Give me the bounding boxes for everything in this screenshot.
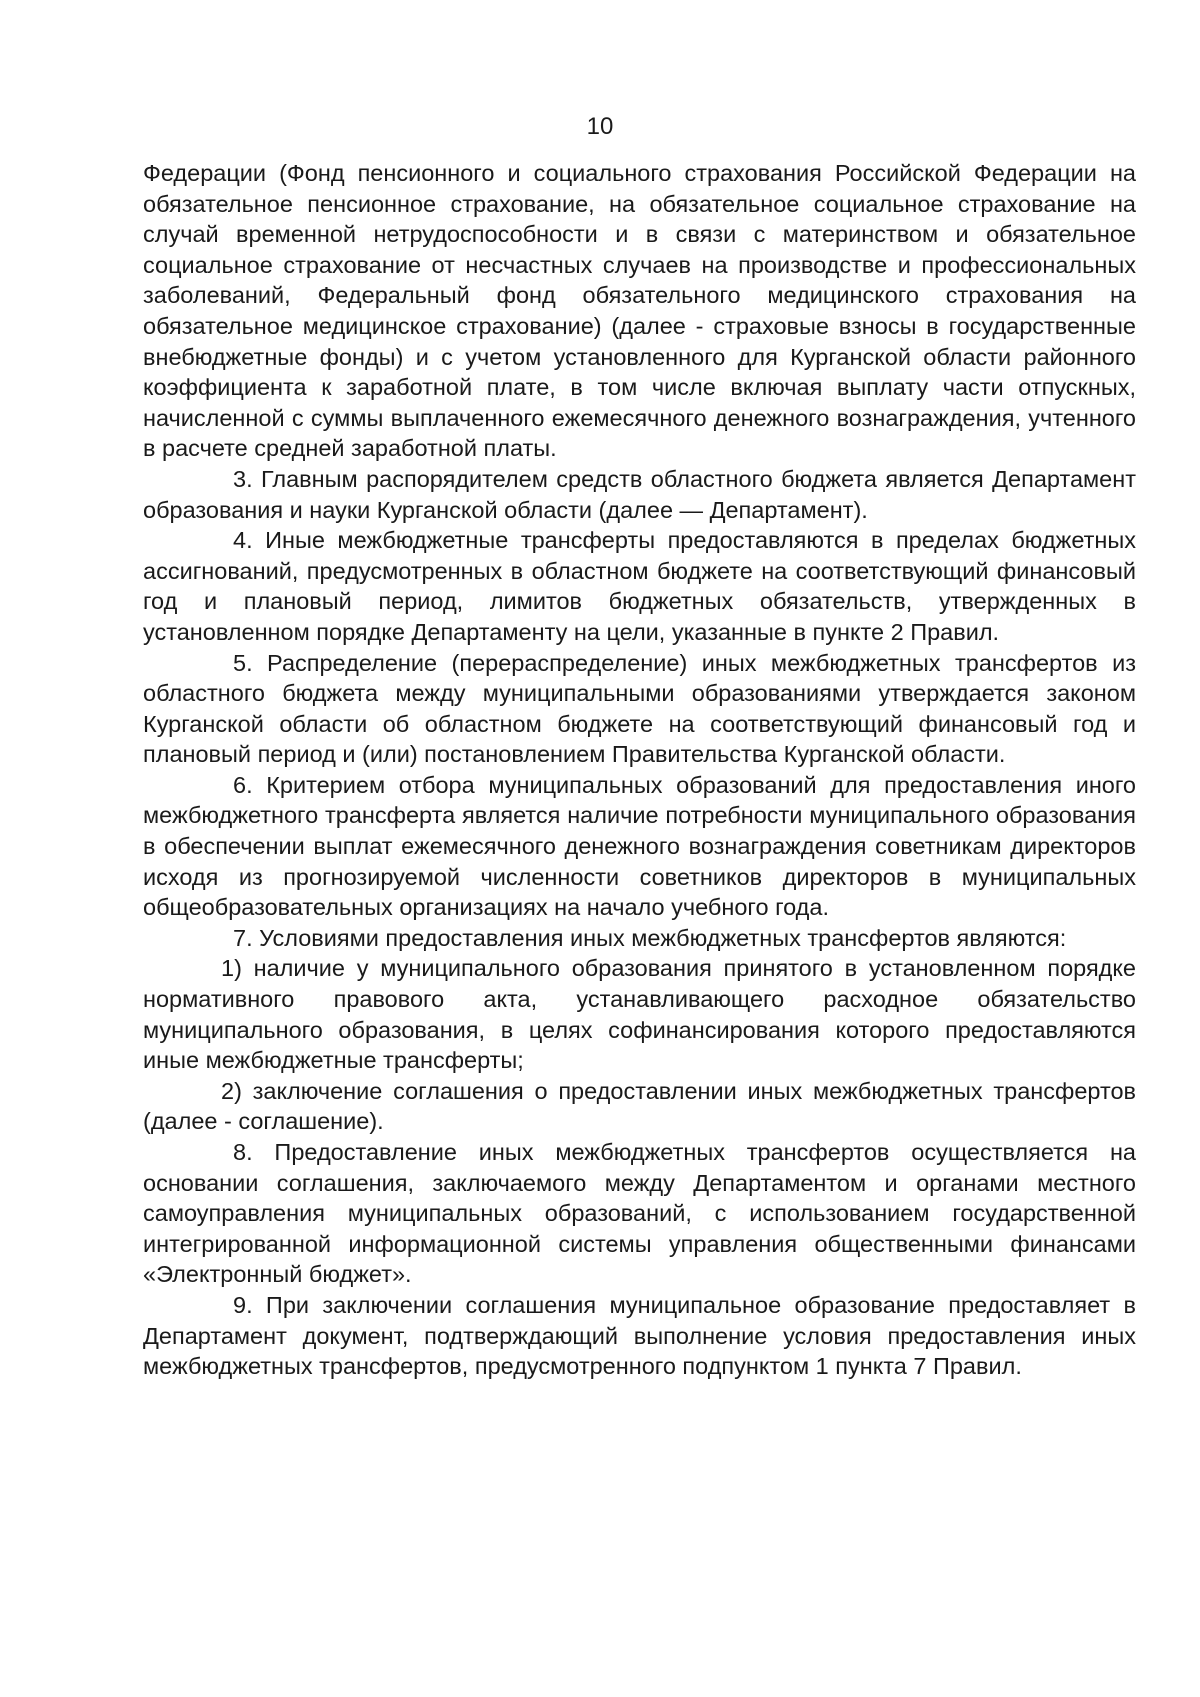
paragraph-item-6: 6. Критерием отбора муниципальных образований для предоставления иного межбюджетного трансферта является наличие потребности муниципального образования в обеспечении выплат ежемесячного денежного вознаграждения советникам директоров исходя из прогнозируемой численности советников директоров в муниципальных общеобразовательных организациях на начало учебного года. — [143, 771, 1136, 921]
document-body — [143, 158, 1136, 1382]
page-number: 10 — [586, 113, 614, 140]
paragraph-continuation: Федерации (Фонд пенсионного и социального страхования Российской Федерации на обязательное пенсионное страхование, на обязательное социальное страхование на случай временной нетрудоспособности и в связи с материнством и обязательное социальное страхование от несчастных случаев на производстве и профессиональных заболеваний, Федеральный фонд обязательного медицинского страхования на обязательное медицинское страхование) (далее - страховые взносы в государственные внебюджетные фонды) и с учетом установленного для Курганской области районного коэффициента к заработной плате, в том числе включая выплату части отпускных, начисленной с суммы выплаченного ежемесячного денежного вознаграждения, учтенного в расчете средней заработной платы. — [143, 160, 1136, 462]
paragraph-item-7-sub-2: 2) заключение соглашения о предоставлении иных межбюджетных трансфертов (далее - соглашение). — [143, 1077, 1136, 1135]
paragraph-item-4: 4. Иные межбюджетные трансферты предоставляются в пределах бюджетных ассигнований, предусмотренных в областном бюджете на соответствующий финансовый год и плановый период, лимитов бюджетных обязательств, утвержденных в установленном порядке Департаменту на цели, указанные в пункте 2 Правил. — [143, 527, 1136, 645]
paragraph-item-9: 9. При заключении соглашения муниципальное образование предоставляет в Департамент документ, подтверждающий выполнение условия предоставления иных межбюджетных трансфертов, предусмотренного подпунктом 1 пункта 7 Правил. — [143, 1291, 1136, 1380]
paragraph-item-5: 5. Распределение (перераспределение) иных межбюджетных трансфертов из областного бюджета между муниципальными образованиями утверждается законом Курганской области об областном бюджете на соответствующий финансовый год и плановый период и (или) постановлением Правительства Курганской области. — [143, 649, 1136, 768]
paragraph-item-3: 3. Главным распорядителем средств областного бюджета является Департамент образования и науки Курганской области (далее — Департамент). — [143, 465, 1136, 523]
paragraph-item-7: 7. Условиями предоставления иных межбюджетных трансфертов являются: — [233, 924, 1067, 951]
paragraph-item-7-sub-1: 1) наличие у муниципального образования принятого в установленном порядке нормативного правового акта, устанавливающего расходное обязательство муниципального образования, в целях софинансирования которого предоставляются иные межбюджетные трансферты; — [143, 955, 1136, 1074]
paragraph-item-8: 8. Предоставление иных межбюджетных трансфертов осуществляется на основании соглашения, заключаемого между Департаментом и органами местного самоуправления муниципальных образований, с использованием государственной интегрированной информационной системы управления общественными финансами «Электронный бюджет». — [143, 1139, 1136, 1288]
